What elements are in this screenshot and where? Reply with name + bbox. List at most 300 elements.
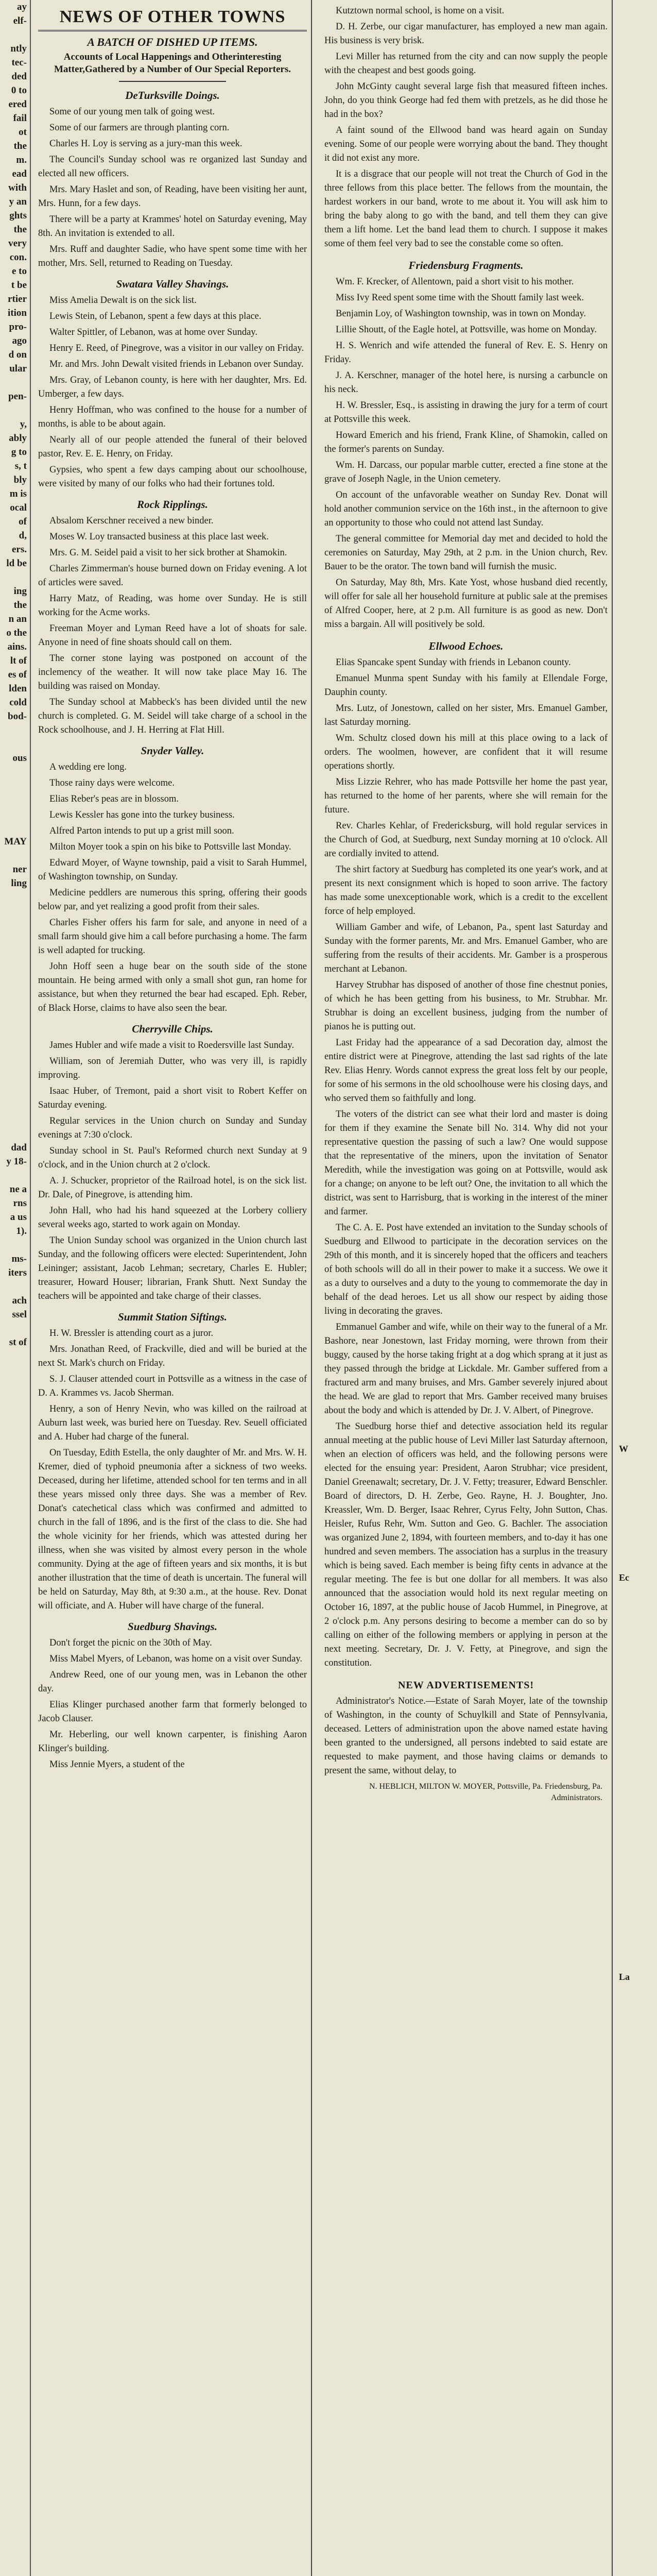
cropped-fragment: 1). [16, 1226, 27, 1236]
cropped-fragment [0, 1029, 30, 1043]
cropped-fragment [0, 2087, 30, 2100]
news-item: Rev. Charles Kehlar, of Fredericksburg, will hold regular services in the Church of God, at Suedburg, next Sunday morning at 10 o'clock. All are cordially invited to attend. [324, 821, 608, 859]
cropped-fragment [617, 1945, 657, 1958]
cropped-fragment [0, 1321, 30, 1335]
middle-column [319, 0, 613, 2576]
cropped-fragment [0, 1168, 30, 1182]
cropped-fragment [617, 631, 657, 644]
section-list [38, 89, 307, 1772]
cropped-fragment [617, 142, 657, 155]
cropped-fragment [0, 1447, 30, 1461]
cropped-fragment [617, 567, 657, 580]
cropped-fragment [617, 1288, 657, 1301]
news-item: Some of our young men talk of going west. [49, 107, 215, 117]
cropped-fragment [617, 850, 657, 863]
cropped-fragment [0, 2365, 30, 2379]
news-item: Benjamin Loy, of Washington township, was in town on Monday. [336, 309, 586, 319]
news-item: H. S. Wenrich and wife attended the funeral of Rev. E. S. Henry on Friday. [324, 341, 608, 365]
cropped-fragment [0, 2462, 30, 2476]
cropped-fragment: d on [8, 349, 27, 360]
cropped-fragment [617, 283, 657, 296]
cropped-fragment [0, 1961, 30, 1975]
cropped-fragment [0, 821, 30, 835]
cropped-fragment: rns [13, 1198, 27, 1209]
deck: Accounts of Local Happenings and Otherinteresting Matter,Gathered by a Number of Our Special Reporters. [54, 52, 291, 75]
news-item: Mrs. Gray, of Lebanon county, is here with her daughter, Mrs. Ed. Umberger, a few days. [38, 375, 307, 399]
news-item: Howard Emerich and his friend, Frank Kline, of Shamokin, called on the former's parents on Sunday. [324, 430, 608, 454]
cropped-fragment [617, 1520, 657, 1533]
cropped-fragment [617, 0, 657, 13]
notice-signoff: N. HEBLICH, MILTON W. MOYER, Pottsville, Pa. Friedensburg, Pa. Administrators. [369, 1782, 602, 1802]
cropped-fragment: rtier [8, 294, 27, 304]
news-item: Mrs. Jonathan Reed, of Frackville, died and will be buried at the next St. Mark's church on Friday. [38, 1344, 307, 1368]
notice-body: Administrator's Notice.—Estate of Sarah Moyer, late of the township of Washington, in the county of Schuylkill and State of Pennsylvania, deceased. Letters of administration upon the above named estate having been granted to the undersigned, all persons indebted to said estate are requested to make payment, and those having claims or demands to present the same, without delay, to [324, 1696, 608, 1776]
cropped-fragment [0, 1711, 30, 1725]
cropped-fragment [617, 1468, 657, 1481]
cropped-fragment [617, 1996, 657, 2009]
cropped-fragment [617, 386, 657, 399]
news-item: Miss Lizzie Rehrer, who has made Pottsville her home the past year, has returned to the home of her parents, where she will remain for the future. [324, 777, 608, 815]
cropped-fragment [0, 1641, 30, 1655]
cropped-fragment [0, 2226, 30, 2240]
section-heading: Friedensburg Fragments. [408, 259, 524, 272]
cropped-fragment [617, 760, 657, 773]
cropped-fragment [0, 2142, 30, 2156]
cropped-fragment [617, 1481, 657, 1494]
cropped-fragment [0, 1864, 30, 1878]
news-item: Harry Matz, of Reading, was home over Sunday. He is still working for the Acme works. [38, 594, 307, 618]
cropped-fragment [617, 425, 657, 438]
news-item: Isaac Huber, of Tremont, paid a short visit to Robert Keffer on Saturday evening. [38, 1086, 307, 1110]
cropped-fragment [617, 1906, 657, 1919]
cropped-fragment [617, 64, 657, 77]
cropped-fragment: y 18- [6, 1156, 27, 1167]
news-item: D. H. Zerbe, our cigar manufacturer, has employed a new man again. His business is very brisk. [324, 22, 608, 46]
news-item: Emmanuel Gamber and wife, while on their way to the funeral of a Mr. Bashore, near Jonestown, last Friday morning, were thrown from their buggy, caused by the horse taking fright at a dog which sprang at it just as they passed through the bridge at Lickdale. Mr. Gamber suffered from a fractured arm and many bruises, and Mrs. Gamber severely injured about the head. We are glad to report that Mrs. Gamber received many bruises about the body and which is attended by Dr. J. V. Albert, of Pinegrove. [324, 1322, 608, 1416]
cropped-fragment [617, 1893, 657, 1906]
cropped-fragment [0, 1475, 30, 1488]
cropped-fragment [617, 296, 657, 309]
cropped-fragment [617, 1404, 657, 1417]
cropped-fragment [617, 811, 657, 824]
cropped-fragment: elf- [13, 15, 27, 26]
news-item: Nearly all of our people attended the funeral of their beloved pastor, Rev. E. E. Henry, on Friday. [38, 435, 307, 459]
news-item: Mrs. Mary Haslet and son, of Reading, have been visiting her aunt, Mrs. Hunn, for a few days. [38, 184, 307, 209]
cropped-fragment: ms- [11, 1253, 27, 1264]
cropped-fragment [617, 953, 657, 966]
cropped-fragment: pro- [9, 321, 27, 332]
cropped-fragment: the [13, 141, 27, 151]
cropped-fragment: ling [11, 878, 27, 889]
cropped-fragment: dad [11, 1142, 27, 1153]
cropped-fragment [617, 708, 657, 721]
cropped-fragment [0, 1461, 30, 1475]
cropped-fragment [617, 1636, 657, 1649]
news-item: Gypsies, who spent a few days camping about our schoolhouse, were visited by many of our folks who had their fortunes told. [38, 465, 307, 489]
cropped-fragment [617, 1275, 657, 1288]
cropped-fragment [617, 2524, 657, 2537]
cropped-fragment: y, [20, 419, 27, 430]
cropped-fragment [0, 1600, 30, 1614]
news-item: Miss Mabel Myers, of Lebanon, was home on a visit over Sunday. [49, 1654, 303, 1664]
news-item: Mr. Heberling, our well known carpenter, is finishing Aaron Klinger's building. [38, 1730, 307, 1754]
cropped-fragment [0, 1697, 30, 1711]
cropped-fragment [0, 1628, 30, 1641]
cropped-fragment [617, 902, 657, 914]
main-column [34, 0, 312, 2576]
cropped-fragment [617, 1687, 657, 1700]
cropped-fragment [617, 219, 657, 232]
cropped-fragment: ers. [11, 544, 27, 555]
news-item: Sunday school in St. Paul's Reformed church next Sunday at 9 o'clock, and in the Union church at 2 o'clock. [38, 1146, 307, 1170]
cropped-fragment [617, 1584, 657, 1597]
cropped-fragment [0, 1836, 30, 1850]
cropped-fragment [0, 1725, 30, 1739]
cropped-fragment [617, 1790, 657, 1803]
cropped-fragment [617, 1095, 657, 1108]
cropped-fragment [617, 2074, 657, 2087]
cropped-fragment [617, 502, 657, 515]
cropped-fragment [617, 438, 657, 451]
cropped-fragment [0, 1767, 30, 1781]
news-item: A. J. Schucker, proprietor of the Railroad hotel, is on the sick list. Dr. Dale, of Pinegrove, is attending him. [38, 1176, 307, 1200]
news-item: Kutztown normal school, is home on a visit. [336, 6, 505, 16]
cropped-fragment [0, 807, 30, 821]
news-item: Charles H. Loy is serving as a jury-man this week. [49, 139, 243, 149]
cropped-fragment [617, 2228, 657, 2241]
news-item: Edward Moyer, of Wayne township, paid a visit to Sarah Hummel, of Washington township, on Sunday. [38, 858, 307, 882]
masthead: NEWS OF OTHER TOWNS [38, 7, 307, 31]
cropped-fragment: Ec [619, 1572, 629, 1583]
cropped-fragment [0, 2323, 30, 2337]
cropped-fragment [0, 2253, 30, 2267]
cropped-fragment [0, 2309, 30, 2323]
news-item: John McGinty caught several large fish that measured fifteen inches. John, do you think George had fed them with pretzels, as he did those he had in the box? [324, 81, 608, 120]
cropped-fragment [617, 644, 657, 657]
cropped-fragment [617, 1172, 657, 1185]
news-item: The Sunday school at Mabbeck's has been divided until the new church is completed. G. M. Seidel will take charge of a school in the Rock schoolhouse, and J. H. Herring at Flat Hill. [38, 697, 307, 735]
cropped-fragment [617, 734, 657, 747]
news-item: John Hoff seen a huge bear on the south side of the stone mountain. He being armed with only a small shot gun, ran home for assistance, but when they returned the bear had escaped. Eph. Reber, of Black Horse, claims to have also seen the bear. [38, 961, 307, 1013]
cropped-fragment [617, 1185, 657, 1198]
cropped-fragment [617, 2138, 657, 2151]
cropped-fragment [617, 1069, 657, 1082]
cropped-fragment: ay [17, 2, 27, 12]
cropped-fragment [617, 412, 657, 425]
cropped-fragment [0, 2212, 30, 2226]
cropped-fragment [617, 1043, 657, 1056]
cropped-fragment [0, 1975, 30, 1989]
cropped-fragment [617, 2202, 657, 2215]
cropped-fragment [617, 13, 657, 26]
news-item: The Suedburg horse thief and detective association held its regular annual meeting at the public house of Levi Miller last Saturday afternoon, when an election of officers was held, and the following persons were elected for the ensuing year: President, Aaron Strubhar; vice president, Daniel Greenawalt; secretary, Dr. J. V. Fetty; treasurer, Edward Benschler. Board of directors, D. H. Zerbe, Geo. Rayne, H. J. Boughter, Jno. Kreassler, Wm. D. Berger, Isaac Rehrer, Cyrus Felty, John Sutton, Chas. Heisler, Rufus Rehr, Wm. Sutton and Geo. G. Bachler. The association was organized June 2, 1894, with fourteen members, and to-day it has one hundred and seven members. The association has a surplus in the treasury which is being saved. Each member is being fifty cents in advance at the regular meeting. The fee is but one dollar for all members. It was also announced that the association would hold its next regular meeting on October 16, 1897, at the public house of Jacob Hummel, in Pinegrove, at 2 o'clock p.m. Any persons desiring to become a member can do so by calling on either of the following members or applying in person at the next meeting. Secretary, Dr. J. V. Fetty, at Pinegrove, and sign the constitution. [324, 1421, 608, 1668]
cropped-fragment [0, 2128, 30, 2142]
news-item: Elias Spancake spent Sunday with friends in Lebanon county. [336, 657, 571, 668]
cropped-fragment [617, 2009, 657, 2022]
cropped-fragment: tec- [11, 57, 27, 68]
news-item: James Hubler and wife made a visit to Roedersville last Sunday. [49, 1040, 295, 1050]
news-item: S. J. Clauser attended court in Pottsville as a witness in the case of D. A. Krammes vs. Jacob Sherman. [38, 1374, 307, 1398]
cropped-fragment [617, 2434, 657, 2447]
cropped-fragment [617, 1880, 657, 1893]
cropped-fragment [0, 1349, 30, 1363]
cropped-fragment [617, 270, 657, 283]
cropped-fragment [0, 2490, 30, 2504]
cropped-fragment: ous [12, 753, 27, 764]
news-item: On account of the unfavorable weather on Sunday Rev. Donat will hold another communion service on the 16th inst., in the afternoon to give an opportunity to those who could not attend last Sunday. [324, 490, 608, 528]
cropped-fragment [617, 1314, 657, 1327]
cropped-fragment [617, 489, 657, 502]
cropped-fragment: d, [19, 530, 27, 541]
cropped-fragment [617, 2344, 657, 2357]
cropped-fragment [0, 2393, 30, 2406]
news-item: Milton Moyer took a spin on his bike to Pottsville last Monday. [49, 842, 291, 852]
cropped-fragment [617, 2447, 657, 2460]
cropped-fragment [0, 2337, 30, 2351]
cropped-fragment [617, 1391, 657, 1404]
cropped-fragment [0, 1753, 30, 1767]
cropped-fragment [0, 1808, 30, 1822]
cropped-fragment [617, 2125, 657, 2138]
news-item: The C. A. E. Post have extended an invitation to the Sunday schools of Suedburg and Ellwood to participate in the decoration services on the 29th of this month, and it is sincerely hoped that the officers and teachers of both schools will do all in their power to make it a success. We owe it as a duty to ourselves and a duty to the young to commemorate the day in behalf of the dead heroes. Let us all show our respect by aiding those living in decorating the graves. [324, 1223, 608, 1316]
cropped-fragment [0, 1850, 30, 1864]
news-item: Henry Hoffman, who was confined to the house for a number of months, is able to be about again. [38, 405, 307, 429]
cropped-fragment [617, 2267, 657, 2280]
cropped-fragment [617, 1984, 657, 1996]
cropped-fragment [617, 2357, 657, 2370]
cropped-fragment [617, 1752, 657, 1765]
cropped-fragment [617, 605, 657, 618]
cropped-fragment: a us [10, 1212, 27, 1223]
news-item: A wedding ere long. [49, 762, 127, 772]
cropped-fragment [617, 876, 657, 889]
cropped-fragment [0, 2031, 30, 2045]
cropped-fragment [0, 1419, 30, 1433]
cropped-fragment [617, 2499, 657, 2512]
cropped-fragment [617, 399, 657, 412]
cropped-fragment [617, 683, 657, 696]
cropped-fragment [617, 824, 657, 837]
cropped-fragment [0, 1433, 30, 1447]
cropped-fragment [0, 1544, 30, 1558]
news-item: Elias Klinger purchased another farm that formerly belonged to Jacob Clauser. [38, 1700, 307, 1724]
cropped-fragment: st of [9, 1337, 27, 1348]
cropped-fragment: ne a [9, 1184, 27, 1195]
intro-paragraphs [324, 4, 608, 251]
cropped-fragment [0, 1113, 30, 1127]
cropped-fragment [617, 914, 657, 927]
cropped-fragment [617, 799, 657, 811]
cropped-fragment [0, 849, 30, 862]
news-item: Mrs. Ruff and daughter Sadie, who have spent some time with her mother, Mrs. Sell, returned to Reading on Tuesday. [38, 244, 307, 268]
cropped-fragment: ntly [10, 43, 27, 54]
cropped-fragment [617, 155, 657, 167]
cropped-fragment [617, 1018, 657, 1030]
cropped-fragment [617, 1108, 657, 1121]
cropped-fragment [617, 1932, 657, 1945]
news-item: Wm. H. Darcass, our popular marble cutter, erected a fine stone at the grave of Joseph Nagle, in the Union cemetery. [324, 460, 608, 484]
cropped-fragment [617, 2383, 657, 2396]
cropped-fragment [0, 1043, 30, 1057]
cropped-fragment [617, 2061, 657, 2074]
cropped-fragment [617, 1198, 657, 1211]
news-item: Miss Jennie Myers, a student of the [49, 1759, 185, 1770]
cropped-fragment [617, 2035, 657, 2048]
cropped-fragment [0, 2379, 30, 2393]
cropped-fragment [0, 988, 30, 1002]
cropped-fragment: pen- [8, 391, 27, 402]
cropped-fragment [617, 1430, 657, 1443]
cropped-fragment [617, 927, 657, 940]
cropped-fragment [0, 2184, 30, 2198]
cropped-fragment [617, 129, 657, 142]
news-item: William, son of Jeremiah Dutter, who was very ill, is rapidly improving. [38, 1056, 307, 1080]
news-item: Levi Miller has returned from the city and can now supply the people with the cheapest and best goods going. [324, 52, 608, 76]
divider [119, 81, 227, 82]
news-item: Medicine peddlers are numerous this spring, offering their goods below par, and yet realizing a good profit from their sales. [38, 888, 307, 912]
cropped-fragment: ably [9, 433, 27, 444]
cropped-fragment: s, t [14, 461, 27, 471]
cropped-fragment [0, 1586, 30, 1600]
cropped-fragment [0, 1822, 30, 1836]
cropped-fragment [0, 793, 30, 807]
cropped-fragment: ner [12, 864, 27, 875]
news-item: Walter Spittler, of Lebanon, was at home over Sunday. [49, 327, 257, 337]
cropped-fragment [617, 2048, 657, 2061]
cropped-fragment [617, 670, 657, 683]
cropped-fragment: the [13, 224, 27, 235]
cropped-fragment [0, 2448, 30, 2462]
cropped-fragment [0, 570, 30, 584]
cropped-fragment [617, 1700, 657, 1713]
cropped-fragment: iters [8, 1267, 27, 1278]
cropped-fragment [0, 1989, 30, 2003]
cropped-fragment [0, 1614, 30, 1628]
cropped-fragment: MAY [4, 836, 27, 847]
cropped-fragment [0, 2573, 30, 2576]
cropped-fragment [0, 1572, 30, 1586]
cropped-fragment [0, 2003, 30, 2017]
cropped-fragment [0, 2504, 30, 2518]
cropped-fragment [0, 960, 30, 974]
cropped-fragment: very [8, 238, 27, 249]
cropped-fragment [0, 2073, 30, 2087]
cropped-fragment [617, 747, 657, 760]
cropped-fragment [0, 2198, 30, 2212]
cropped-fragment [617, 889, 657, 902]
cropped-fragment [0, 2434, 30, 2448]
news-item: Wm. F. Krecker, of Allentown, paid a short visit to his mother. [336, 277, 574, 287]
cropped-fragment [0, 1558, 30, 1572]
cropped-fragment: ition [8, 308, 27, 318]
cropped-fragment [617, 167, 657, 180]
cropped-fragment [0, 1781, 30, 1794]
news-item: The corner stone laying was postponed on account of the inclemency of the weather. It will now take place May 16. The building was raised on Monday. [38, 653, 307, 691]
cropped-fragment [617, 1842, 657, 1855]
section-heading: DeTurksville Doings. [125, 89, 220, 101]
cropped-fragment: ach [12, 1295, 27, 1306]
cropped-fragment: m. [16, 155, 27, 165]
cropped-fragment [617, 258, 657, 270]
cropped-fragment [617, 1056, 657, 1069]
news-item: Some of our farmers are through planting corn. [49, 123, 230, 133]
cropped-fragment [617, 1082, 657, 1095]
news-item: The Union Sunday school was organized in the Union church last Sunday, and the following officers were elected: Superintendent, John Leininger; assistant, Jacob Lehman; secretary, Charles E. Hubler; treasurer, Howard Houser; librarian, Frank Shutt. Next Sunday the teachers will be appointed and take charge of their classes. [38, 1235, 307, 1301]
cropped-fragment [617, 2550, 657, 2563]
cropped-fragment [617, 2280, 657, 2293]
cropped-fragment [617, 2151, 657, 2164]
news-item: Don't forget the picnic on the 30th of May. [49, 1638, 212, 1648]
cropped-fragment [0, 932, 30, 946]
cropped-fragment [617, 2370, 657, 2383]
cropped-fragment: cold [9, 697, 27, 708]
cropped-fragment [617, 1352, 657, 1365]
cropped-fragment [617, 2331, 657, 2344]
cropped-fragment [0, 1878, 30, 1892]
cropped-fragment: es of [8, 669, 27, 680]
cropped-fragment [617, 515, 657, 528]
cropped-fragment [617, 554, 657, 567]
cropped-fragment [0, 2114, 30, 2128]
cropped-fragment [617, 1133, 657, 1146]
cropped-fragment [617, 2537, 657, 2550]
cropped-fragment: ains. [7, 641, 27, 652]
news-item: Mrs. G. M. Seidel paid a visit to her sick brother at Shamokin. [49, 548, 287, 558]
cropped-fragment [617, 2164, 657, 2177]
cropped-fragment [0, 2156, 30, 2170]
cropped-fragment [617, 232, 657, 245]
cropped-fragment [617, 52, 657, 64]
cropped-fragment: ded [11, 71, 27, 82]
cropped-fragment [617, 2215, 657, 2228]
cropped-fragment [0, 2100, 30, 2114]
news-item: Mrs. Lutz, of Jonestown, called on her sister, Mrs. Emanuel Gamber, last Saturday morning. [324, 703, 608, 727]
cropped-fragment: ead [12, 168, 27, 179]
cropped-fragment: of [19, 516, 27, 527]
cropped-fragment [617, 1649, 657, 1662]
news-item: William Gamber and wife, of Lebanon, Pa., spent last Saturday and Sunday with the former parents, Mr. and Mrs. Emanuel Gamber, who are suffering from the results of their accidents. Mr. Gamber is a prosperous merchant at Lebanon. [324, 922, 608, 974]
cropped-fragment [0, 890, 30, 904]
cropped-fragment [617, 580, 657, 592]
cropped-fragment [0, 1405, 30, 1419]
cropped-fragment [0, 1377, 30, 1391]
cropped-fragment [617, 90, 657, 103]
section-heading: Swatara Valley Shavings. [116, 278, 229, 290]
cropped-fragment [617, 2241, 657, 2254]
cropped-fragment [617, 1829, 657, 1842]
cropped-fragment: W [619, 1444, 628, 1454]
cropped-fragment [0, 974, 30, 988]
cropped-fragment: ular [9, 363, 27, 374]
cropped-fragment [617, 361, 657, 374]
cropped-fragment [617, 2293, 657, 2306]
cropped-fragment [0, 2240, 30, 2253]
cropped-fragment [617, 528, 657, 541]
cropped-fragment [617, 1713, 657, 1726]
cropped-fragment [0, 1530, 30, 1544]
cropped-fragment [0, 918, 30, 932]
cropped-fragment [617, 837, 657, 850]
cropped-fragment: with [8, 182, 27, 193]
news-item: Absalom Kerschner received a new binder. [49, 516, 214, 526]
cropped-fragment [0, 1794, 30, 1808]
kicker: A BATCH OF DISHED UP ITEMS. [87, 36, 258, 48]
cropped-fragment [617, 1121, 657, 1133]
news-item: Regular services in the Union church on Sunday and Sunday evenings at 7:30 o'clock. [38, 1116, 307, 1140]
news-item: Alfred Parton intends to put up a grist mill soon. [49, 826, 234, 836]
cropped-fragment [617, 657, 657, 670]
cropped-fragment [0, 403, 30, 417]
